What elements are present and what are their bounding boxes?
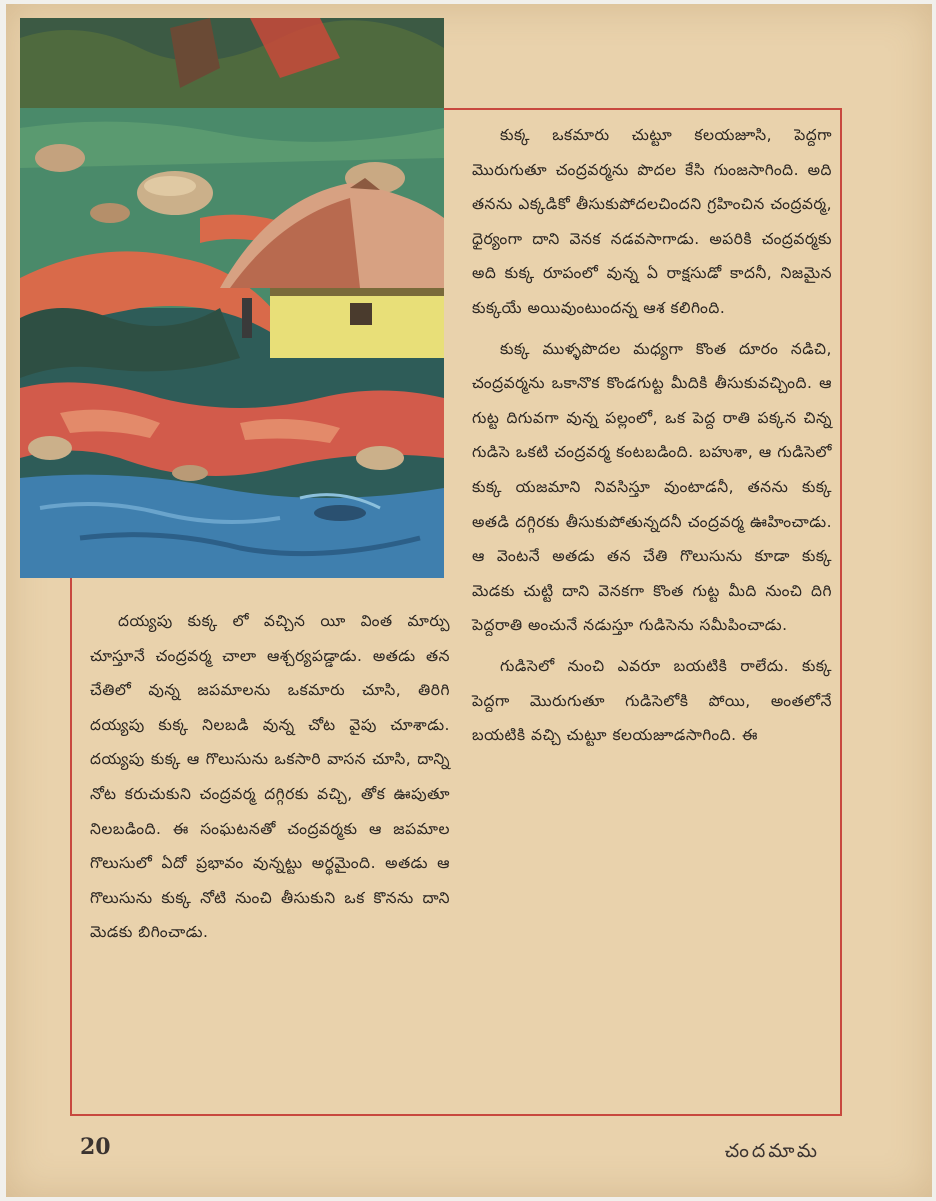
text-column-left: [90, 604, 450, 956]
story-illustration: [20, 18, 444, 578]
magazine-name-footer: చందమామ: [724, 1140, 820, 1162]
magazine-page: [6, 4, 932, 1197]
paragraph: కుక్క ఒకమారు చుట్టూ కలయజూసి, పెద్దగా మొరుగుతూ చంద్రవర్మను పొదల కేసి గుంజసాగింది. అది తనను ఎక్కడికో తీసుకుపోదలచిందని గ్రహించిన చంద్రవర్మ, ధైర్యంగా దాని వెనక నడవసాగాడు. అపరికి చంద్రవర్మకు అది కుక్క రూపంలో వున్న ఏ రాక్షసుడో కాదనీ, నిజమైన కుక్కయే అయివుంటుందన్న ఆశ కలిగింది.: [472, 126, 832, 317]
paragraph: గుడిసెలో నుంచి ఎవరూ బయటికి రాలేదు. కుక్క పెద్దగా మొరుగుతూ గుడిసెలోకి పోయి, అంతలోనే బయటికి వచ్చి చుట్టూ కలయజూడసాగింది. ఈ: [472, 656, 832, 745]
paragraph: దయ్యపు కుక్క లో వచ్చిన యీ వింత మార్పు చూస్తూనే చంద్రవర్మ చాలా ఆశ్చర్యపడ్డాడు. అతడు తన చేతిలో వున్న జపమాలను ఒకమారు చూసి, తిరిగి దయ్యపు కుక్క నిలబడి వున్న చోట వైపు చూశాడు. దయ్యపు కుక్క ఆ గొలుసును ఒకసారి వాసన చూసి, దాన్ని నోట కరుచుకుని చంద్రవర్మ దగ్గిరకు వచ్చి, తోక ఊపుతూ నిలబడింది. ఈ సంఘటనతో చంద్రవర్మకు ఆ జపమాల గొలుసులో ఏదో ప్రభావం వున్నట్టు అర్థమైంది. అతడు ఆ గొలుసును కుక్క నోటి నుంచి తీసుకుని ఒక కొనను దాని మెడకు బిగించాడు.: [90, 612, 450, 942]
page-number: 20: [80, 1134, 111, 1160]
paragraph: కుక్క ముళ్ళపొదల మధ్యగా కొంత దూరం నడిచి, చంద్రవర్మను ఒకానొక కొండగుట్ట మీదికి తీసుకువచ్చింది. ఆ గుట్ట దిగువగా వున్న పల్లంలో, ఒక పెద్ద రాతి పక్కన చిన్న గుడిసె ఒకటి చంద్రవర్మ కంటబడింది. బహుశా, ఆ గుడిసెలో కుక్క యజమాని నివసిస్తూ వుంటాడనీ, తనను కుక్క అతడి దగ్గిరకు తీసుకుపోతున్నదనీ చంద్రవర్మ ఊహించాడు. ఆ వెంటనే అతడు తన చేతి గొలుసును కూడా కుక్క మెడకు చుట్టి దాని వెనకగా కొంత గుట్ట మీది నుంచి దిగి పెద్దరాతి అంచునే నడుస్తూ గుడిసెను సమీపించాడు.: [472, 339, 832, 635]
text-column-right: [472, 118, 832, 759]
village-hut-illustration-icon: [20, 18, 444, 578]
